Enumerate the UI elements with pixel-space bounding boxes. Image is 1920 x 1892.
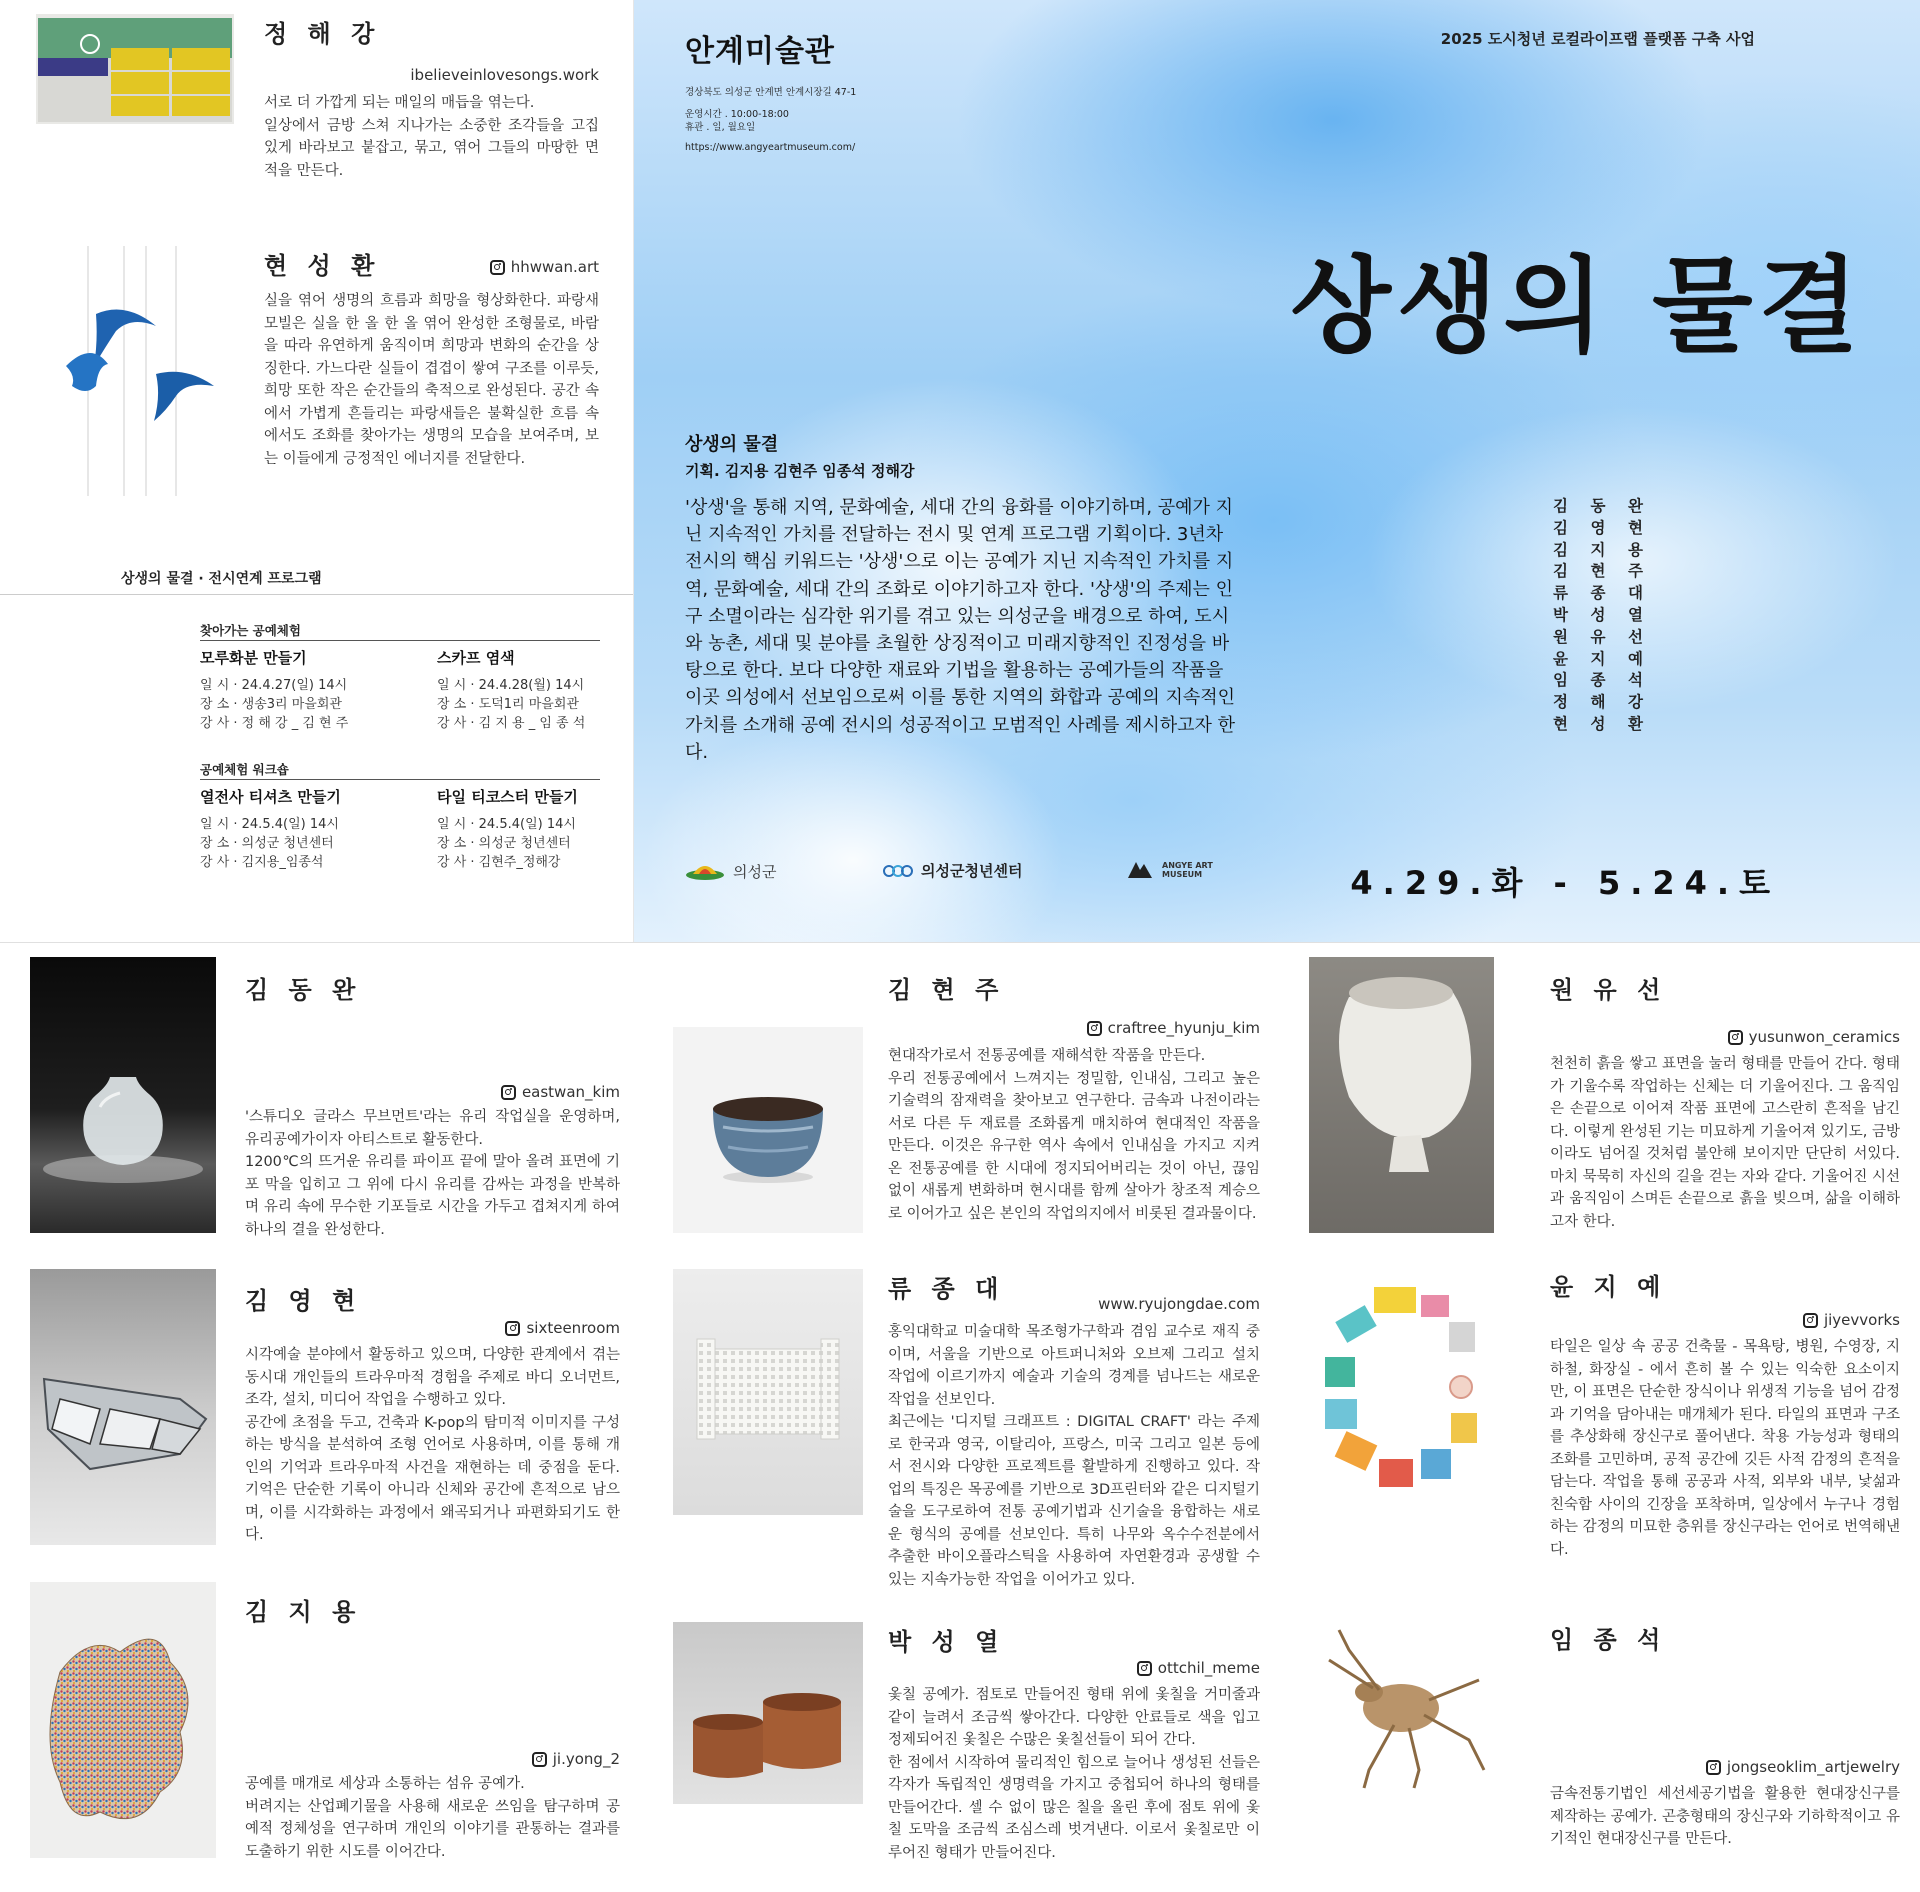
youth-center-logo-icon bbox=[883, 863, 913, 879]
museum-name: 안계미술관 bbox=[685, 34, 835, 69]
instagram-icon bbox=[501, 1085, 516, 1100]
program-item-1 bbox=[200, 647, 370, 733]
program-item-4 bbox=[437, 786, 607, 872]
museum-website[interactable]: https://www.angyeartmuseum.com/ bbox=[685, 142, 856, 153]
tile-necklace-artwork bbox=[1309, 1267, 1494, 1517]
artist-bio: 타일은 일상 속 공공 건축물 - 목욕탕, 병원, 수영장, 지하철, 화장실 - 에서 흔히 볼 수 있는 익숙한 요소이지만, 이 표면은 단순한 장식이나 위생적 기능을 넘어 감정과 기억을 담아내는 매개체가 된다. 타일의 표면과 구조를 추상화해 장신구로 풀어낸다. 착용 가능성과 형태의 조화를 고민하며, 공적 공간에 깃든 사적 감정의 흔적을 담는다. 작업을 통해 공공과 사적, 외부와 내부, 낯섦과 친숙함 사이의 긴장을 포착하며, 일상에서 누구나 경험하는 감정의 미묘한 층위를 장신구라는 언어로 번역해낸다. bbox=[1550, 1339, 1900, 1558]
program-item-teacher: 강 사 · 정 해 강 _ 김 현 주 bbox=[200, 716, 349, 731]
program-item-title: 모루화분 만들기 bbox=[200, 649, 307, 667]
fold-line-vertical bbox=[633, 0, 634, 942]
artist-instagram[interactable] bbox=[532, 1750, 620, 1768]
artist-list-item: 김 영 현 bbox=[1553, 518, 1643, 537]
artist-instagram[interactable] bbox=[501, 1083, 620, 1101]
program-item-title: 타일 티코스터 만들기 bbox=[437, 788, 578, 806]
museum-address: 경상북도 의성군 안계면 안계시장길 47-1 bbox=[685, 87, 857, 98]
program-item-place: 장 소 · 생송3리 마을회관 bbox=[200, 697, 342, 712]
artist-kdw bbox=[30, 957, 620, 1247]
artist-list-item: 김 현 주 bbox=[1553, 562, 1643, 581]
artist-name: 윤 지 예 bbox=[1550, 1273, 1667, 1301]
instagram-icon bbox=[1803, 1313, 1818, 1328]
artwork-image-kjy bbox=[30, 1582, 216, 1858]
exhibition-intro: '상생'을 통해 지역, 문화예술, 세대 간의 융화를 이야기하며, 공예가 지닌 지속적인 가치를 전달하는 전시 및 연계 프로그램 기획이다. 3년차 전시의 핵심 키워드는 '상생'으로 이는 공예가 지닌 지속적인 가치를 지역, 문화예술, 세대 간의 조화로 이야기하고자 한다. '상생'의 주제는 인구 소멸이라는 심각한 위기를 겪고 있는 의성군을 배경으로 하여, 도시와 농촌, 세대 및 분야를 초월한 상징적이고 미래지향적인 진정성을 바탕으로 한다. 보다 다양한 재료와 기법을 활용하는 공예가들의 작품을 이곳 의성에서 선보임으로써 이를 통한 지역의 화합과 공예의 지속적인 가치를 소개해 공예 전시의 성공적이고 모범적인 사례를 제시하고자 한다. bbox=[685, 497, 1236, 763]
artist-list-item: 정 해 강 bbox=[1553, 693, 1643, 712]
logo-uiseong bbox=[685, 860, 776, 882]
artwork-image-ijs bbox=[1309, 1620, 1494, 1790]
participating-artists bbox=[1553, 496, 1643, 736]
artist-list-item: 김 지 용 bbox=[1553, 540, 1643, 559]
bluebird-mobile-artwork bbox=[36, 246, 236, 496]
artist-bio: '스튜디오 글라스 무브먼트'라는 유리 작업실을 운영하며, 유리공예가이자 아티스트로 활동한다. 1200℃의 뜨거운 유리를 파이프 끝에 말아 올려 표면에 기포 막을 입히고 그 위에 다시 유리를 감싸는 과정을 반복하며 유리 속에 무수한 기포들로 시간을 가두고 겹쳐지게 하여 하나의 결을 완성한다. bbox=[245, 1109, 620, 1238]
artist-list-item: 임 종 석 bbox=[1553, 671, 1643, 690]
project-name: 2025 도시청년 로컬라이프랩 플랫폼 구축 사업 bbox=[1440, 30, 1755, 48]
logo-text: 의성군 bbox=[733, 862, 777, 881]
artist-list-item: 윤 지 예 bbox=[1553, 649, 1643, 668]
artist-bio: 금속전통기법인 세선세공기법을 활용한 현대장신구를 제작하는 공예가. 곤충형태의 장신구와 기하학적이고 유기적인 현대장신구를 만든다. bbox=[1550, 1786, 1900, 1847]
cover-panel bbox=[633, 0, 1920, 942]
artwork-image-psy bbox=[673, 1622, 863, 1804]
artist-list-item: 박 성 열 bbox=[1553, 605, 1643, 624]
instagram-handle: ottchil_meme bbox=[1157, 1659, 1260, 1677]
artist-instagram[interactable] bbox=[1087, 1019, 1260, 1037]
artist-ijs bbox=[1309, 1620, 1900, 1870]
artist-bio: 홍익대학교 미술대학 목조형가구학과 겸임 교수로 재직 중이며, 서울을 기반으로 아트퍼니처와 오브제 그리고 설치 작업에 이르기까지 예술과 기술의 경계를 넘나드는 새로운 작업을 선보인다. 최근에는 '디지털 크래프트 : DIGITAL CRAFT' 라는 주제로 한국과 영국, 이탈리아, 프랑스, 미국 그리고 일본 등에서 전시와 다양한 프로젝트를 활발하게 진행하고 있다. 작업의 특징은 목공예를 기반으로 3D프린터와 같은 디지털기술을 도구로하여 전통 공예기법과 신기술을 융합하는 새로운 형식의 공예를 선보인다. 특히 나무와 옥수수전분에서 추출한 바이오플라스틱을 사용하여 자연환경과 공생할 수 있는 지속가능한 작업을 이어가고 있다. bbox=[888, 1324, 1260, 1588]
program-category-1: 찾아가는 공예체험 bbox=[200, 623, 301, 638]
program-item-teacher: 강 사 · 김현주_정해강 bbox=[437, 855, 561, 870]
logo-angye-art-museum bbox=[1126, 860, 1222, 880]
artist-yjy bbox=[1309, 1267, 1900, 1558]
weaving-artwork bbox=[36, 14, 234, 124]
artist-list-item: 원 유 선 bbox=[1553, 627, 1643, 646]
divider bbox=[200, 640, 600, 641]
artist-instagram[interactable] bbox=[1706, 1758, 1900, 1776]
artist-bio: 옻칠 공예가. 점토로 만들어진 형태 위에 옻칠을 거미줄과 같이 늘려서 조금씩 쌓아간다. 다양한 안료들로 색을 입고 정제되어진 옻칠은 수많은 옻칠선들이 되어 간다. 한 점에서 시작하여 물리적인 힘으로 늘어나 생성된 선들은 각자가 독립적인 생명력을 가지고 중첩되어 하나의 형태를 만들어간다. 셀 수 없이 많은 칠을 올린 후에 점토 위에 옻칠 도막을 조금씩 조심스레 벗겨낸다. 이로서 옻칠로만 이루어진 형태가 만들어진다. bbox=[888, 1687, 1260, 1861]
artist-name: 김 동 완 bbox=[245, 976, 362, 1004]
artist-kyh bbox=[30, 1269, 620, 1545]
program-item-teacher: 강 사 · 김지용_임종석 bbox=[200, 855, 324, 870]
artwork-image-wys bbox=[1309, 957, 1494, 1233]
artist-bio: 시각예술 분야에서 활동하고 있으며, 다양한 관계에서 겪는 동시대 개인들의 트라우마적 경험을 주제로 바디 오너먼트, 조각, 설치, 미디어 작업을 수행하고 있다. 공간에 초점을 두고, 건축과 K-pop의 탐미적 이미지를 구성하는 방식을 분석하여 조형 언어로 사용하며, 이를 통해 개인의 기억과 트라우마적 사건을 재현하는 데 중점을 둔다. 기억은 단순한 기록이 아니라 신체와 공간에 흔적으로 남으며, 이를 시각화하는 과정에서 왜곡되거나 파편화되기도 한다. bbox=[245, 1347, 620, 1543]
exhibition-curators: 기획. 김지용 김현주 임종석 정해강 bbox=[685, 462, 915, 480]
artist-jhk bbox=[36, 14, 599, 184]
instagram-handle: jongseoklim_artjewelry bbox=[1726, 1758, 1900, 1776]
program-item-place: 장 소 · 도덕1리 마을회관 bbox=[437, 697, 579, 712]
artist-name: 원 유 선 bbox=[1550, 976, 1667, 1004]
website-text: ibelieveinlovesongs.work bbox=[410, 66, 599, 84]
artist-khj bbox=[673, 957, 1260, 1249]
artist-website[interactable] bbox=[1098, 1295, 1260, 1313]
program-title: 상생의 물결 · 전시연계 프로그램 bbox=[121, 571, 322, 587]
uiseong-logo-icon bbox=[685, 860, 725, 882]
artist-bio: 서로 더 가깝게 되는 매일의 매듭을 엮는다. 일상에서 금방 스쳐 지나가는 소중한 조각들을 고집 있게 바라보고 붙잡고, 묶고, 엮어 그들의 마땅한 면적을 만든다. bbox=[264, 95, 599, 179]
artist-name: 현 성 환 bbox=[264, 252, 381, 280]
instagram-icon bbox=[505, 1321, 520, 1336]
artist-list-item: 현 성 환 bbox=[1553, 714, 1643, 733]
instagram-handle: eastwan_kim bbox=[521, 1083, 620, 1101]
logo-text: ANGYE ART MUSEUM bbox=[1162, 861, 1213, 879]
artist-wys bbox=[1309, 957, 1900, 1247]
museum-hours: 운영시간 . 10:00-18:00 bbox=[685, 109, 789, 120]
artwork-image-hsh bbox=[36, 246, 236, 496]
artist-list-item: 김 동 완 bbox=[1553, 497, 1643, 515]
artist-name: 정 해 강 bbox=[264, 20, 381, 48]
insect-jewelry-artwork bbox=[1309, 1620, 1494, 1790]
instagram-icon bbox=[1137, 1661, 1152, 1676]
program-item-title: 열전사 티셔츠 만들기 bbox=[200, 788, 341, 806]
exhibition-title: 상생의 물결 bbox=[685, 434, 779, 455]
artwork-image-rjd bbox=[673, 1269, 863, 1515]
program-item-date: 일 시 · 24.5.4(일) 14시 bbox=[437, 817, 576, 832]
program-category-2: 공예체험 워크숍 bbox=[200, 762, 289, 777]
artist-instagram[interactable] bbox=[1803, 1311, 1900, 1329]
ottchil-vessels-artwork bbox=[673, 1622, 863, 1804]
artist-bio: 공예를 매개로 세상과 소통하는 섬유 공예가. 버려지는 산업폐기물을 사용해 새로운 쓰임을 탐구하며 공예적 정체성을 연구하며 개인의 이야기를 관통하는 결과를 도출하기 위한 시도를 이어간다. bbox=[245, 1776, 620, 1860]
program-item-2 bbox=[437, 647, 607, 733]
textile-artwork bbox=[30, 1582, 216, 1858]
glass-vase-artwork bbox=[30, 957, 216, 1233]
instagram-icon bbox=[532, 1752, 547, 1767]
program-item-title: 스카프 염색 bbox=[437, 649, 515, 667]
digital-craft-artwork bbox=[673, 1269, 863, 1515]
artwork-image-khj bbox=[673, 1027, 863, 1233]
logo-text: 의성군청년센터 bbox=[921, 862, 1023, 880]
instagram-icon bbox=[1728, 1030, 1743, 1045]
exhibition-main-title: 상생의 물결 bbox=[1290, 245, 1865, 367]
artwork-image-jhk bbox=[36, 14, 234, 124]
program-item-place: 장 소 · 의성군 청년센터 bbox=[200, 836, 334, 851]
artist-name: 김 영 현 bbox=[245, 1287, 362, 1315]
artist-name: 류 종 대 bbox=[888, 1275, 1005, 1303]
logo-youth-center bbox=[883, 860, 1022, 881]
instagram-handle: hhwwan.art bbox=[510, 258, 599, 276]
website-text: www.ryujongdae.com bbox=[1098, 1295, 1260, 1313]
instagram-handle: craftree_hyunju_kim bbox=[1107, 1019, 1260, 1037]
instagram-icon bbox=[490, 260, 505, 275]
museum-closed: 휴관 . 일, 월요일 bbox=[685, 122, 756, 133]
artist-bio: 천천히 흙을 쌓고 표면을 눌러 형태를 만들어 간다. 형태가 기울수록 작업하는 신체는 더 기울어진다. 그 움직임은 손끝으로 이어져 작품 표면에 고스란히 흔적을 남긴다. 이렇게 완성된 기는 미묘하게 기울어져 있기도, 금방이라도 넘어질 것처럼 불안해 보이지만 단단히 서있다. 마치 묵묵히 자신의 길을 걷는 자와 같다. 기울어진 시선과 움직임이 스며든 손끝으로 흙을 빚으며, 삶을 이해하고자 한다. bbox=[1550, 1056, 1900, 1230]
artwork-image-kdw bbox=[30, 957, 216, 1233]
instagram-handle: yusunwon_ceramics bbox=[1748, 1028, 1900, 1046]
instagram-icon bbox=[1706, 1760, 1721, 1775]
artist-name: 박 성 열 bbox=[888, 1628, 1005, 1656]
divider bbox=[200, 779, 600, 780]
sculpture-artwork bbox=[30, 1269, 216, 1545]
artist-name: 김 현 주 bbox=[888, 976, 1005, 1004]
artist-bio: 실을 엮어 생명의 흐름과 희망을 형상화한다. 파랑새 모빌은 실을 한 올 한 올 엮어 완성한 조형물로, 바람을 따라 유연하게 움직이며 희망과 변화의 순간을 상징한다. 가느다란 실들이 겹겹이 쌓여 구조를 이루듯, 희망 또한 작은 순간들의 축적으로 완성된다. 공간 속에서 가볍게 흔들리는 파랑새들은 불확실한 흐름 속에서도 조화를 찾아가는 생명의 모습을 보여주며, 보는 이들에게 긍정적인 에너지를 전달한다. bbox=[264, 293, 599, 467]
artist-bio: 현대작가로서 전통공예를 재해석한 작품을 만든다. 우리 전통공예에서 느껴지는 정밀함, 인내심, 그리고 높은 기술력의 잠재력을 찾아보고 연구한다. 금속과 나전이라는 서로 다른 두 재료를 조화롭게 매치하여 현대적인 작품을 만든다. 이것은 유구한 역사 속에서 인내심을 가지고 지켜온 전통공예를 한 시대에 정지되어버리는 것이 아닌, 끊임없이 새롭게 변화하며 현시대를 함께 살아가 창조적 계승으로 이어가고 싶은 본인의 작업의지에서 비롯된 결과물이다. bbox=[888, 1048, 1260, 1222]
artwork-image-kyh bbox=[30, 1269, 216, 1545]
program-item-3 bbox=[200, 786, 370, 872]
artwork-image-yjy bbox=[1309, 1267, 1494, 1517]
instagram-handle: sixteenroom bbox=[526, 1319, 620, 1337]
program-item-place: 장 소 · 의성군 청년센터 bbox=[437, 836, 571, 851]
program-item-date: 일 시 · 24.4.27(일) 14시 bbox=[200, 678, 348, 693]
artist-hsh bbox=[36, 246, 599, 496]
program-item-date: 일 시 · 24.4.28(월) 14시 bbox=[437, 678, 585, 693]
program-item-date: 일 시 · 24.5.4(일) 14시 bbox=[200, 817, 339, 832]
exhibition-dates: 4.29.화 - 5.24.토 bbox=[1350, 864, 1780, 902]
program-item-teacher: 강 사 · 김 지 용 _ 임 종 석 bbox=[437, 716, 586, 731]
lacquer-bowl-artwork bbox=[673, 1027, 863, 1233]
instagram-handle: jiyevvorks bbox=[1823, 1311, 1900, 1329]
artist-instagram[interactable] bbox=[1137, 1659, 1260, 1677]
inner-left-panel bbox=[0, 0, 633, 942]
divider bbox=[0, 594, 633, 595]
instagram-icon bbox=[1087, 1021, 1102, 1036]
artist-instagram[interactable] bbox=[505, 1319, 620, 1337]
artist-kjy bbox=[30, 1582, 620, 1858]
bottom-column-2 bbox=[640, 942, 1280, 1892]
instagram-handle: ji.yong_2 bbox=[552, 1750, 620, 1768]
artist-list-item: 류 종 대 bbox=[1553, 584, 1643, 603]
artist-instagram[interactable] bbox=[490, 258, 599, 276]
artist-rjd bbox=[673, 1269, 1260, 1588]
bottom-column-3 bbox=[1280, 942, 1920, 1892]
artist-website[interactable] bbox=[410, 66, 599, 84]
artist-psy bbox=[673, 1622, 1260, 1872]
artist-instagram[interactable] bbox=[1728, 1028, 1900, 1046]
artist-name: 임 종 석 bbox=[1550, 1626, 1667, 1654]
ceramic-vessel-artwork bbox=[1309, 957, 1494, 1233]
angye-museum-logo-icon bbox=[1126, 860, 1154, 880]
bottom-column-1 bbox=[0, 942, 640, 1892]
artist-name: 김 지 용 bbox=[245, 1598, 362, 1626]
